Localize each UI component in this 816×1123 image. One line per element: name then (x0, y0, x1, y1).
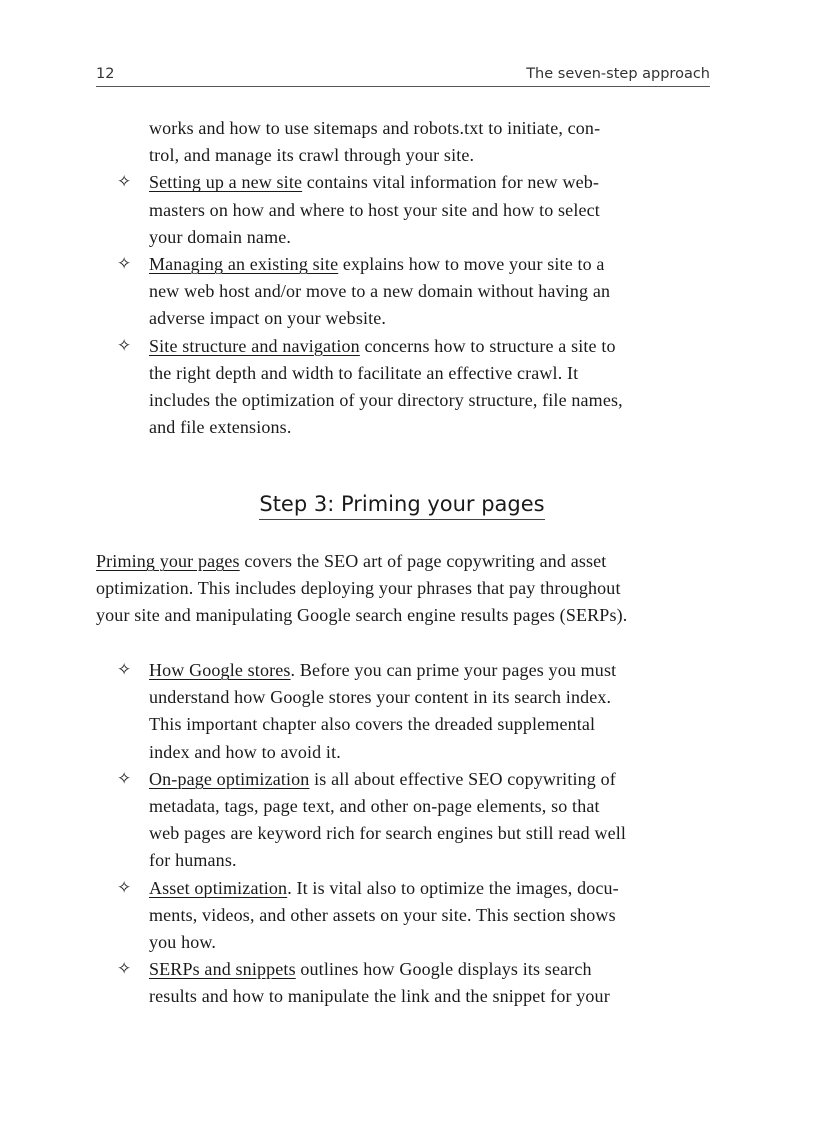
running-title: The seven-step approach (526, 66, 710, 82)
text-line: for humans. (149, 850, 237, 871)
text-line: covers the SEO art of page copywriting and asset (239, 551, 607, 571)
term-link[interactable]: SERPs and snippets (149, 959, 296, 980)
continued-text (149, 115, 709, 169)
bullet-item-on-page-optimization (117, 766, 709, 875)
four-pointed-star-icon: ✧ (117, 335, 132, 356)
text-line: your domain name. (149, 226, 292, 247)
text-line: works and how to use sitemaps and robots.txt to initiate, con- (149, 118, 601, 138)
text-line: your site and manipulating Google search engine results pages (SERPs). (96, 605, 628, 626)
term-link[interactable]: On-page optimization (149, 768, 310, 789)
bullet-item-how-google-stores (117, 657, 709, 766)
text-line: results and how to manipulate the link and the snippet for your (149, 986, 610, 1007)
bullet-item-managing-an-existing-site (117, 251, 709, 333)
intro-paragraph (96, 548, 716, 630)
four-pointed-star-icon: ✧ (117, 660, 132, 680)
page-number: 12 (96, 66, 115, 82)
text-line: This important chapter also covers the dreaded supplemental (149, 714, 596, 735)
term-link[interactable]: How Google stores (149, 660, 291, 680)
section-heading (0, 492, 804, 520)
text-line: concerns how to structure a site to (359, 335, 616, 356)
text-line: you how. (149, 932, 217, 953)
page-header (96, 66, 710, 87)
bullet-item-serps-and-snippets (117, 956, 709, 1010)
text-line: and file extensions. (149, 417, 292, 438)
four-pointed-star-icon: ✧ (117, 254, 132, 275)
four-pointed-star-icon: ✧ (117, 768, 132, 789)
text-line: . Before you can prime your pages you must (290, 660, 617, 680)
text-line: . It is vital also to optimize the images, docu- (287, 877, 619, 898)
text-line: outlines how Google displays its search (295, 959, 592, 980)
text-line: ments, videos, and other assets on your site. This section shows (149, 904, 616, 925)
text-line: adverse impact on your website. (149, 308, 387, 329)
section-heading-text: Step 3: Priming your pages (259, 492, 544, 520)
text-line: includes the optimization of your directory structure, file names, (149, 390, 623, 411)
text-line: the right depth and width to facilitate an effective crawl. It (149, 362, 579, 383)
term-link[interactable]: Setting up a new site (149, 172, 303, 193)
text-line: explains how to move your site to a (338, 254, 605, 275)
term-link[interactable]: Asset optimization (149, 877, 288, 898)
text-line: optimization. This includes deploying your phrases that pay throughout (96, 578, 621, 599)
text-line: masters on how and where to host your site and how to select (149, 199, 600, 220)
text-line: understand how Google stores your content in its search index. (149, 687, 612, 708)
four-pointed-star-icon: ✧ (117, 877, 132, 898)
bullet-item-site-structure-and-navigation (117, 333, 709, 442)
text-line: metadata, tags, page text, and other on-page elements, so that (149, 796, 600, 817)
text-line: index and how to avoid it. (149, 741, 341, 762)
term-link[interactable]: Site structure and navigation (149, 335, 360, 356)
bullet-item-setting-up-a-new-site (117, 169, 709, 251)
four-pointed-star-icon: ✧ (117, 959, 132, 980)
text-line: contains vital information for new web- (302, 172, 600, 193)
text-line: web pages are keyword rich for search engines but still read well (149, 823, 627, 844)
text-line: new web host and/or move to a new domain without having an (149, 281, 611, 302)
bullet-item-asset-optimization (117, 875, 709, 957)
top-bullet-list (117, 115, 709, 441)
bottom-bullet-list (117, 657, 709, 1011)
text-line: trol, and manage its crawl through your site. (149, 145, 475, 166)
term-link[interactable]: Managing an existing site (149, 254, 339, 275)
four-pointed-star-icon: ✧ (117, 172, 132, 193)
term-link[interactable]: Priming your pages (96, 551, 240, 571)
text-line: is all about effective SEO copywriting of (309, 768, 616, 789)
